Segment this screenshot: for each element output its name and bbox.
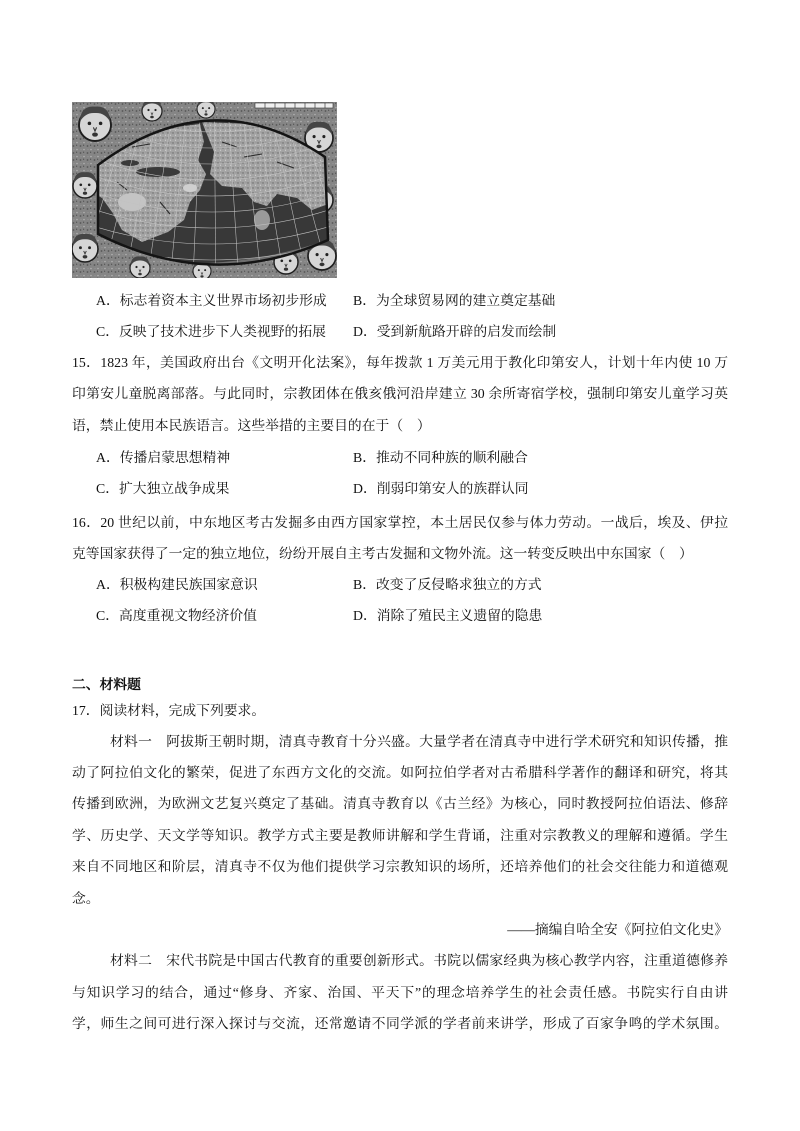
q14-options-row-1	[0, 285, 800, 316]
q15-option-d: D．削弱印第安人的族群认同	[353, 481, 529, 496]
wind-head-icon	[79, 106, 111, 141]
material1-line-6: 念。	[72, 890, 100, 906]
q14-option-c: C．反映了技术进步下人类视野的拓展	[96, 324, 326, 339]
q14-option-a: A．标志着资本主义世界市场初步形成	[96, 293, 327, 308]
map-scale-bar	[255, 103, 333, 108]
wind-head-icon	[72, 234, 98, 262]
wind-head-icon	[197, 102, 215, 118]
material1-line-3: 传播到欧洲，为欧洲文艺复兴奠定了基础。清真寺教育以《古兰经》为核心，同时教授阿拉伯语法、修辞	[72, 796, 728, 812]
q14-option-b: B．为全球贸易网的建立奠定基础	[353, 293, 556, 308]
material2-line-3: 学，师生之间可进行深入探讨与交流，还常邀请不同学派的学者前来讲学，形成了百家争鸣的学术氛围。	[72, 1016, 728, 1032]
q14-options-row-2	[0, 316, 800, 347]
wind-head-icon	[142, 102, 162, 121]
material1-line-1: 材料一 阿拔斯王朝时期，清真寺教育十分兴盛。大量学者在清真寺中进行学术研究和知识传播，推	[110, 733, 728, 749]
q15-stem-line-2: 印第安儿童脱离部落。与此同时，宗教团体在俄亥俄河沿岸建立 30 余所寄宿学校，强制印第安儿童学习英	[72, 386, 728, 402]
wind-head-icon	[130, 256, 150, 278]
q16-option-b: B．改变了反侵略求独立的方式	[353, 576, 542, 592]
section-heading: 二、材料题	[72, 676, 141, 692]
material2-line-2: 与知识学习的结合，通过“修身、齐家、治国、平天下”的理念培养学生的社会责任感。书院实行自由讲	[72, 984, 728, 1000]
q15-stem-line-1: 15．1823 年，美国政府出台《文明开化法案》，每年拨款 1 万美元用于教化印第安人，计划十年内使 10 万	[72, 355, 728, 370]
q15-stem-line-3: 语，禁止使用本民族语言。这些举措的主要目的在于（ ）	[72, 417, 431, 433]
q16-option-a: A．积极构建民族国家意识	[96, 576, 258, 592]
material1-source: ——摘编自哈全安《阿拉伯文化史》	[507, 921, 728, 937]
q14-option-d: D．受到新航路开辟的启发而绘制	[353, 324, 557, 339]
material1-line-4: 学、历史学、天文学等知识。教学方式主要是教师讲解和学生背诵，注重对宗教教义的理解和遵循。学生	[72, 827, 728, 843]
q15-option-a: A．传播启蒙思想精神	[96, 450, 231, 465]
q16-option-c: C．高度重视文物经济价值	[96, 608, 257, 623]
q15-option-c: C．扩大独立战争成果	[96, 481, 230, 496]
q15-options-row-1	[0, 442, 800, 473]
q16-options-row-1	[0, 569, 800, 600]
material1-line-5: 来自不同地区和阶层，清真寺不仅为他们提供学习宗教知识的场所，还培养他们的社会交往能力和道德观	[72, 859, 728, 875]
q16-option-d: D．消除了殖民主义遗留的隐患	[353, 608, 543, 623]
q16-stem-line-2: 克等国家获得了一定的独立地位，纷纷开展自主考古发掘和文物外流。这一转变反映出中东国家（ ）	[72, 545, 693, 561]
wind-head-icon	[73, 172, 97, 198]
q15-options-row-2	[0, 473, 800, 504]
q16-stem-line-1: 16．20 世纪以前，中东地区考古发掘多由西方国家掌控，本土居民仅参与体力劳动。一战后，埃及、伊拉	[72, 514, 728, 530]
material2-line-1: 材料二 宋代书院是中国古代教育的重要创新形式。书院以儒家经典为核心教学内容，注重道德修养	[110, 953, 728, 969]
material1-line-2: 动了阿拉伯文化的繁荣，促进了东西方文化的交流。如阿拉伯学者对古希腊科学著作的翻译和研究，将其	[72, 764, 728, 780]
q16-options-row-2	[0, 600, 800, 631]
q17-prompt: 17．阅读材料，完成下列要求。	[72, 702, 266, 718]
world-map-figure	[72, 102, 337, 278]
q15-option-b: B．推动不同种族的顺利融合	[353, 450, 528, 465]
